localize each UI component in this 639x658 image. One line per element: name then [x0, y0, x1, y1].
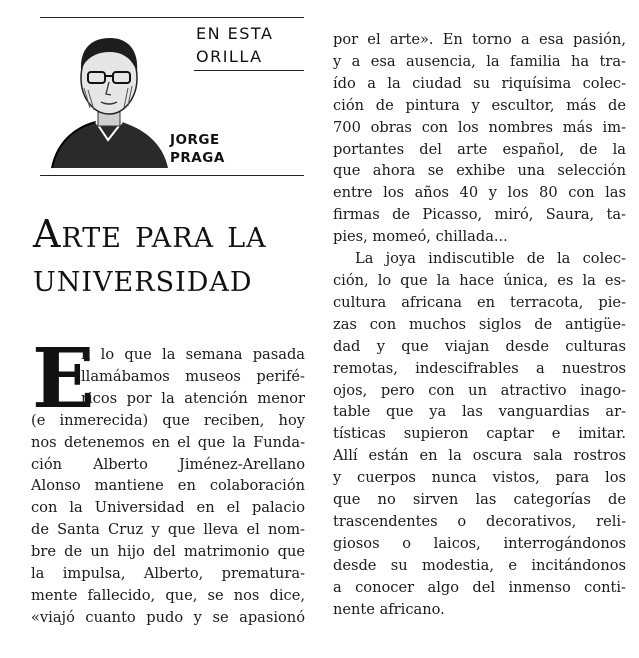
- body-line: llamábamos museos perifé-: [81, 367, 305, 385]
- section-label-line-1: EN ESTA: [196, 24, 274, 43]
- body-line: la impulsa, Alberto, prematura-: [31, 565, 305, 583]
- body-line: y cuerpos nunca vistos, para los: [333, 469, 626, 487]
- body-line: nos detenemos en el que la Funda-: [31, 433, 305, 451]
- article-title-line-2: universidad: [33, 256, 253, 300]
- body-line: La joya indiscutible de la colec-: [355, 250, 626, 268]
- body-line: entre los años 40 y los 80 con las: [333, 184, 626, 202]
- body-line: tísticas supieron captar e imitar.: [333, 425, 626, 443]
- body-line: a conocer algo del inmenso conti-: [333, 578, 626, 596]
- body-line: giosos o laicos, interrogándonos: [333, 534, 626, 552]
- body-line: 700 obras con los nombres más im-: [333, 118, 626, 136]
- body-line: por el arte». En torno a esa pasión,: [333, 31, 626, 48]
- body-line: cultura africana en terracota, pie-: [333, 293, 626, 311]
- column-section-label: [196, 22, 286, 68]
- body-line: (e inmerecida) que reciben, hoy: [31, 411, 305, 429]
- body-line: remotas, indescifrables a nuestros: [333, 359, 626, 377]
- body-line: Alonso mantiene en colaboración: [31, 477, 305, 495]
- body-line: desde su modestia, e incitándonos: [333, 556, 626, 574]
- body-line: portantes del arte español, de la: [333, 140, 626, 158]
- body-line: que no sirven las categorías de: [333, 491, 626, 509]
- section-label-line-2: ORILLA: [196, 47, 263, 66]
- body-line: con la Universidad en el palacio: [31, 499, 305, 517]
- section-label-rule: [194, 70, 304, 71]
- body-line: trascendentes o decorativos, reli-: [333, 512, 626, 530]
- body-line: pies, momeó, chillada...: [333, 228, 508, 246]
- article-column-1: [81, 344, 305, 410]
- body-line: nente africano.: [333, 600, 445, 618]
- body-line: bre de un hijo del matrimonio que: [31, 543, 305, 561]
- body-line: ción, lo que la hace única, es la es-: [333, 271, 626, 289]
- article-column-2: [333, 29, 626, 620]
- body-line: ído a la ciudad su riquísima colec-: [333, 74, 626, 92]
- body-line: mente fallecido, que, se nos dice,: [31, 586, 305, 604]
- author-first-name: JORGE: [170, 132, 220, 148]
- body-line: Allí están en la oscura sala rostros: [333, 447, 626, 465]
- body-line: ojos, pero con un atractivo inago-: [333, 381, 626, 399]
- body-line: ción Alberto Jiménez-Arellano: [31, 455, 305, 473]
- author-portrait-icon: [44, 18, 174, 176]
- body-line: ción de pintura y escultor, más de: [333, 96, 626, 114]
- body-line: n lo que la semana pasada: [81, 346, 305, 363]
- body-line: que ahora se exhibe una selección: [333, 162, 626, 180]
- drop-cap: E: [32, 331, 95, 427]
- body-line: zas con muchos siglos de antigüe-: [333, 315, 626, 333]
- article-column-1-full-width: [31, 410, 305, 629]
- article-title: [33, 212, 323, 300]
- author-last-name: PRAGA: [170, 150, 225, 166]
- body-line: «viajó cuanto pudo y se apasionó: [31, 608, 305, 626]
- body-line: dad y que viajan desde culturas: [333, 337, 626, 355]
- body-line: de Santa Cruz y que lleva el nom-: [31, 521, 305, 539]
- author-byline: [170, 131, 225, 167]
- body-line: ricos por la atención menor: [81, 389, 305, 407]
- body-line: firmas de Picasso, miró, Saura, ta-: [333, 206, 626, 224]
- article-title-line-1: Arte para la: [33, 212, 267, 256]
- body-line: y a esa ausencia, la familia ha tra-: [333, 52, 626, 70]
- body-line: table que ya las vanguardias ar-: [333, 403, 626, 421]
